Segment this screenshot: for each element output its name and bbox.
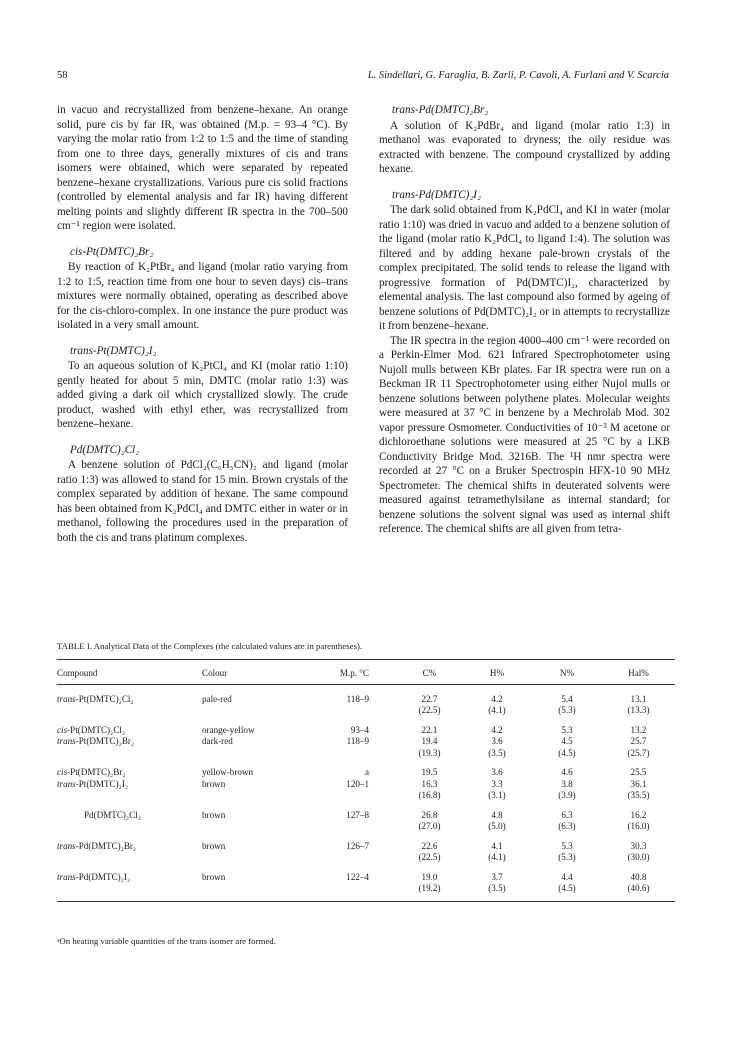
- halogen-cell-found: 30.3: [630, 840, 647, 851]
- hydrogen-cell: [462, 779, 532, 802]
- melting-point-cell-found: 126–7: [346, 840, 369, 851]
- colour-cell: [202, 759, 312, 779]
- hydrogen-cell: [462, 864, 532, 902]
- hydrogen-cell-calculated: (4.1): [488, 705, 506, 715]
- column-header: M.p. °C: [312, 660, 397, 685]
- nitrogen-cell-calculated: (4.5): [558, 747, 576, 758]
- nitrogen-cell: [532, 759, 602, 779]
- column-header: Colour: [202, 660, 312, 685]
- halogen-cell: [602, 717, 675, 737]
- halogen-cell: [602, 864, 675, 902]
- carbon-cell-found: 16.3: [421, 778, 438, 789]
- colour-cell: [202, 802, 312, 833]
- nitrogen-cell: [532, 864, 602, 902]
- hydrogen-cell: [462, 736, 532, 759]
- colour-cell: [202, 779, 312, 802]
- table-row: [57, 759, 675, 779]
- carbon-cell-calculated: (19.2): [418, 883, 441, 893]
- nitrogen-cell-found: 4.5: [561, 736, 573, 746]
- hydrogen-cell-calculated: (3.5): [488, 883, 506, 893]
- melting-point-cell-found: 127–8: [346, 809, 369, 820]
- compound-cell-found: trans-Pt(DMTC)₂I₂: [57, 778, 129, 789]
- column-header: C%: [397, 660, 462, 685]
- hydrogen-cell-found: 4.2: [491, 724, 503, 735]
- paragraph: The dark solid obtained from K₂PdCl₄ and KI in water (molar ratio 1:10) was dried in vacuo and added to a benzene solution of the ligand (molar ratio K₂PdCl₄ to ligand 1:4). The solution was filtered and by adding hexane pale-brown crystals of the complex precipitated. The solid tends to release the ligand with progressive formation of Pd(DMTC)I₂, characterized by elemental analysis. The last compound also formed by ageing of benzene solutions of Pd(DMTC)₂I₂ or in attempts to recrystallize it from benzene–hexane.: [379, 204, 670, 332]
- carbon-cell: [397, 717, 462, 737]
- colour-cell-found: brown: [202, 871, 226, 882]
- nitrogen-cell-found: 6.3: [561, 809, 573, 820]
- left-column: [57, 103, 348, 545]
- column-header: H%: [462, 660, 532, 685]
- colour-cell-found: pale-red: [202, 693, 232, 704]
- column-header: Hal%: [602, 660, 675, 685]
- carbon-cell-calculated: (16.8): [418, 790, 441, 800]
- table-row: [57, 684, 675, 717]
- colour-cell-found: dark-red: [202, 736, 233, 746]
- section-heading: trans-Pd(DMTC)₂Br₂: [392, 104, 489, 116]
- carbon-cell-found: 19.5: [421, 767, 438, 777]
- compound-cell: [57, 779, 202, 802]
- colour-cell-found: yellow-brown: [202, 767, 254, 777]
- colour-cell-found: orange-yellow: [202, 724, 255, 735]
- halogen-cell-found: 40.8: [630, 871, 647, 882]
- table-row: [57, 779, 675, 802]
- colour-cell: [202, 736, 312, 759]
- column-header: N%: [532, 660, 602, 685]
- compound-cell: [57, 833, 202, 864]
- halogen-cell-calculated: (16.0): [627, 821, 650, 831]
- melting-point-cell-found: 118–9: [346, 693, 369, 704]
- carbon-cell: [397, 759, 462, 779]
- melting-point-cell-found: 122–4: [346, 871, 369, 882]
- nitrogen-cell-calculated: (4.5): [558, 883, 576, 893]
- carbon-cell: [397, 833, 462, 864]
- compound-cell: [57, 684, 202, 717]
- carbon-cell-found: 26.8: [421, 809, 438, 820]
- halogen-cell-found: 13.1: [630, 693, 647, 704]
- colour-cell: [202, 684, 312, 717]
- hydrogen-cell-found: 4.1: [491, 840, 503, 851]
- section-heading: trans-Pt(DMTC)₂I₂: [70, 344, 157, 357]
- section-heading: trans-Pd(DMTC)₂I₂: [392, 188, 481, 201]
- halogen-cell-calculated: (40.6): [627, 883, 650, 893]
- carbon-cell-found: 19.4: [421, 736, 438, 746]
- halogen-cell-calculated: (13.3): [627, 705, 650, 715]
- colour-cell-found: brown: [202, 778, 226, 789]
- colour-cell: [202, 833, 312, 864]
- carbon-cell-calculated: (19.3): [418, 747, 441, 758]
- hydrogen-cell: [462, 759, 532, 779]
- table-caption: TABLE I. Analytical Data of the Complexes (the calculated values are in parentheses).: [57, 641, 363, 651]
- halogen-cell: [602, 802, 675, 833]
- nitrogen-cell: [532, 736, 602, 759]
- paragraph: By reaction of K₂PtBr₄ and ligand (molar ratio varying from 1:2 to 1:5, reaction time from one hour to seven days) cis–trans mixtures were normally obtained, operating as described above for the cis-chloro-complex. In one instance the pure product was isolated in a very small amount.: [57, 261, 348, 331]
- halogen-cell: [602, 759, 675, 779]
- halogen-cell: [602, 779, 675, 802]
- colour-cell: [202, 717, 312, 737]
- table-header-row: [57, 660, 675, 685]
- compound-cell: [57, 759, 202, 779]
- section-heading: cis-Pt(DMTC)₂Br₂: [70, 245, 154, 258]
- carbon-cell: [397, 802, 462, 833]
- melting-point-cell: [312, 736, 397, 759]
- hydrogen-cell: [462, 833, 532, 864]
- melting-point-cell: [312, 802, 397, 833]
- table-row: [57, 833, 675, 864]
- nitrogen-cell-found: 4.6: [561, 767, 573, 777]
- nitrogen-cell-found: 4.4: [561, 871, 573, 882]
- hydrogen-cell-found: 3.6: [491, 736, 503, 746]
- melting-point-cell: [312, 864, 397, 902]
- table-footnote: ᵃOn heating variable quantities of the trans isomer are formed.: [57, 936, 276, 946]
- compound-cell-found: trans-Pd(DMTC)₂I₂: [57, 871, 131, 882]
- compound-cell-found: cis-Pt(DMTC)₂Br₂: [57, 767, 126, 777]
- paragraph: The IR spectra in the region 4000–400 cm⁻¹ were recorded on a Perkin-Elmer Mod. 621 Infrared Spectrophotometer using Nujoll mulls between KBr plates. Far IR spectra were run on a Beckman IR 11 Spectrophotometer using either Nujol mulls or benzene solutions between polythene plates. Molecular weights were measured at 37 °C in benzene by a Mechrolab Mod. 302 vapor pressure Osmometer. Conductivities of 10⁻³ M acetone or dichloroethane solutions were measured at 25 °C by a LKB Conductivity Bridge Mod. 3216B. The ¹H nmr spectra were recorded at 27 °C on a Bruker Spectrospin HFX-10 90 MHz Spectrometer. The chemical shifts in deuterated solvents were measured against tetramethylsilane as internal standard; for benzene solutions the solvent signal was used as internal shift reference. The chemical shifts are all given from tetra-: [379, 334, 670, 535]
- halogen-cell-found: 16.2: [630, 809, 647, 820]
- colour-cell: [202, 864, 312, 902]
- nitrogen-cell: [532, 684, 602, 717]
- melting-point-cell-found: 120–1: [346, 778, 369, 789]
- carbon-cell-calculated: (22.5): [418, 705, 441, 715]
- carbon-cell-calculated: (27.0): [418, 821, 441, 831]
- halogen-cell-calculated: (35.5): [627, 790, 650, 800]
- hydrogen-cell-calculated: (3.5): [488, 747, 506, 758]
- nitrogen-cell-calculated: (5.3): [558, 705, 576, 715]
- nitrogen-cell-found: 5.3: [561, 724, 573, 735]
- nitrogen-cell-calculated: (3.9): [558, 790, 576, 800]
- nitrogen-cell-found: 3.8: [561, 778, 573, 789]
- paragraph: A solution of K₂PdBr₄ and ligand (molar ratio 1:3) in methanol was evaporated to dryness; the oily residue was extracted with benzene. The compound crystallized by adding hexane.: [379, 119, 670, 175]
- halogen-cell-found: 13.2: [630, 724, 647, 735]
- compound-cell: [57, 802, 202, 833]
- colour-cell-found: brown: [202, 809, 226, 820]
- hydrogen-cell: [462, 717, 532, 737]
- running-header: [57, 70, 669, 86]
- halogen-cell: [602, 736, 675, 759]
- compound-cell-found: trans-Pt(DMTC)₂Cl₂: [57, 693, 134, 704]
- paragraph: A benzene solution of PdCl₂(C₆H₅CN)₂ and ligand (molar ratio 1:3) was allowed to stand for 15 min. Brown crystals of the complex separated by addition of hexane. The same compound has been obtained from K₂PdCl₄ and DMTC either in water or in methanol, following the procedures used in the preparation of both the cis and trans platinum complexes.: [57, 459, 348, 544]
- nitrogen-cell-found: 5.4: [561, 693, 573, 704]
- carbon-cell-found: 19.0: [421, 871, 438, 882]
- melting-point-cell: [312, 759, 397, 779]
- carbon-cell-found: 22.1: [421, 724, 438, 735]
- melting-point-cell: [312, 779, 397, 802]
- analytical-data-table: [57, 659, 675, 902]
- melting-point-cell-found: a: [364, 767, 369, 777]
- melting-point-cell-found: 118–9: [346, 736, 369, 746]
- halogen-cell-calculated: (30.0): [627, 852, 650, 862]
- nitrogen-cell: [532, 779, 602, 802]
- melting-point-cell: [312, 684, 397, 717]
- nitrogen-cell: [532, 833, 602, 864]
- hydrogen-cell: [462, 802, 532, 833]
- nitrogen-cell: [532, 717, 602, 737]
- halogen-cell-calculated: (25.7): [627, 747, 650, 758]
- table-row: [57, 717, 675, 737]
- column-header: Compound: [57, 660, 202, 685]
- hydrogen-cell: [462, 684, 532, 717]
- compound-cell: [57, 864, 202, 902]
- carbon-cell: [397, 779, 462, 802]
- table-row: [57, 802, 675, 833]
- carbon-cell-found: 22.6: [421, 840, 438, 851]
- hydrogen-cell-found: 3.3: [491, 778, 503, 789]
- hydrogen-cell-calculated: (4.1): [488, 852, 506, 862]
- nitrogen-cell: [532, 802, 602, 833]
- running-head-authors: L. Sindellari, G. Faraglia, B. Zarli, P. Cavoli, A. Furlani and V. Scarcia: [367, 70, 669, 81]
- right-column: [379, 103, 670, 537]
- compound-cell: [57, 717, 202, 737]
- table-row: [57, 736, 675, 759]
- melting-point-cell-found: 93–4: [350, 724, 369, 735]
- hydrogen-cell-calculated: (5.0): [488, 821, 506, 831]
- page-number: 58: [57, 70, 68, 81]
- halogen-cell: [602, 684, 675, 717]
- compound-cell-found: cis-Pt(DMTC)₂Cl₂: [57, 724, 125, 735]
- halogen-cell-found: 25.5: [630, 767, 647, 777]
- carbon-cell: [397, 684, 462, 717]
- compound-cell-found: trans-Pt(DMTC)₂Br₂: [57, 736, 135, 746]
- halogen-cell-found: 25.7: [630, 736, 647, 746]
- hydrogen-cell-calculated: (3.1): [488, 790, 506, 800]
- hydrogen-cell-found: 4.2: [491, 693, 503, 704]
- melting-point-cell: [312, 717, 397, 737]
- compound-cell-found: Pd(DMTC)₂Cl₂: [84, 809, 141, 820]
- hydrogen-cell-found: 3.6: [491, 767, 503, 777]
- carbon-cell-found: 22.7: [421, 693, 438, 704]
- halogen-cell-found: 36.1: [630, 778, 647, 789]
- table-row: [57, 864, 675, 902]
- compound-cell-found: trans-Pd(DMTC)₂Br₂: [57, 840, 137, 851]
- nitrogen-cell-found: 5.3: [561, 840, 573, 851]
- hydrogen-cell-found: 3.7: [491, 871, 503, 882]
- hydrogen-cell-found: 4.8: [491, 809, 503, 820]
- melting-point-cell: [312, 833, 397, 864]
- section-heading: Pd(DMTC)₂Cl₂: [70, 443, 140, 456]
- carbon-cell: [397, 864, 462, 902]
- halogen-cell: [602, 833, 675, 864]
- colour-cell-found: brown: [202, 840, 226, 851]
- carbon-cell-calculated: (22.5): [418, 852, 441, 862]
- carbon-cell: [397, 736, 462, 759]
- paragraph: To an aqueous solution of K₂PtCl₄ and KI (molar ratio 1:10) gently heated for about 5 min, DMTC (molar ratio 1:3) was added giving a dark oil which crystallized slowly. The crude product, washed with ethyl ether, was recrystallized from benzene–hexane.: [57, 360, 348, 430]
- paragraph: in vacuo and recrystallized from benzene–hexane. An orange solid, pure cis by far IR, was obtained (M.p. = 93–4 °C). By varying the molar ratio from 1:2 to 1:5 and the time of standing from one to three days, generally mixtures of cis and trans isomers were obtained, which were separated by repeated benzene–hexane crystallizations. Various pure cis solid fractions (controlled by elemental analysis and far IR) having different melting points and slightly different IR spectra in the 700–500 cm⁻¹ region were isolated.: [57, 104, 348, 232]
- compound-cell: [57, 736, 202, 759]
- nitrogen-cell-calculated: (5.3): [558, 852, 576, 862]
- nitrogen-cell-calculated: (6.3): [558, 821, 576, 831]
